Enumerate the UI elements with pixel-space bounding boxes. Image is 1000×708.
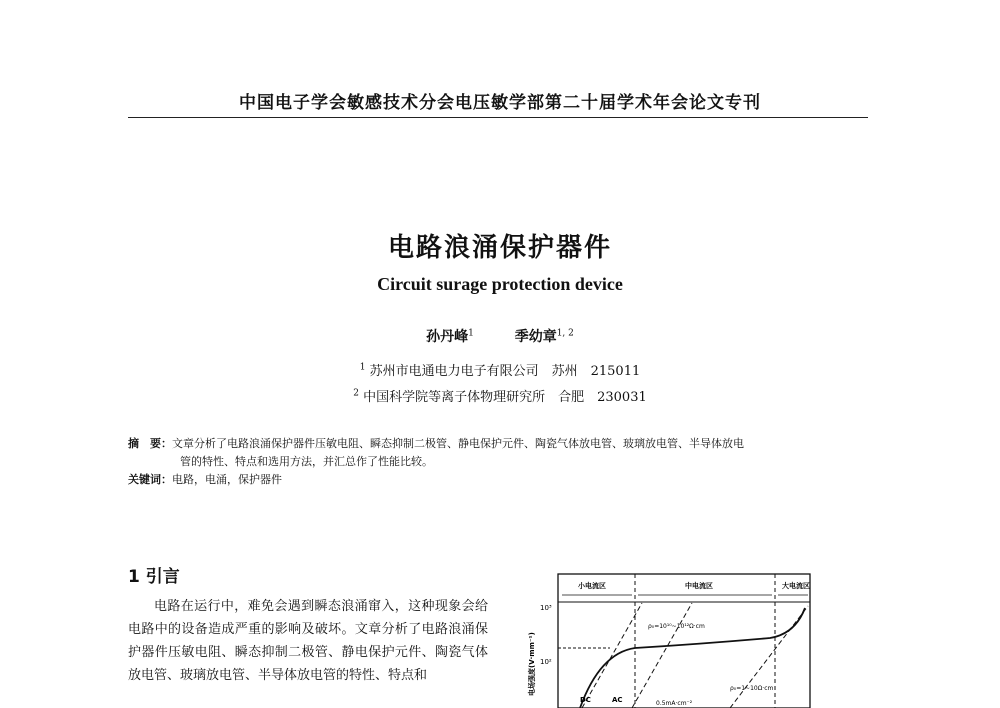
abstract-label: 摘 要： [128, 437, 172, 450]
keywords-line: 关键词：电路，电涌，保护器件 [128, 473, 282, 486]
author: 季幼章$^{1, 2}$ [514, 328, 574, 345]
body-paragraph: 电路在运行中，难免会遇到瞬态浪涌窜入，这种现象会给电路中的设备造成严重的影响及破坏。文章分析了电路浪涌保护器件压敏电阻、瞬态抑制二极管、静电保护元件、陶瓷气体放电管、玻璃放电管、半导体放电管的特性、特点和 [128, 599, 488, 683]
annotation: 0.5mA·cm⁻² [656, 700, 693, 707]
header-rule [128, 117, 868, 118]
figure-ylabel: 电场强度(V·mm⁻¹) [528, 632, 536, 696]
journal-header: 中国电子学会敏感技术分会电压敏学部第二十届学术年会论文专刊 [239, 93, 761, 113]
abstract-block [128, 435, 848, 489]
dashed-slope [730, 606, 808, 708]
paper-title-en: Circuit surage protection device [377, 274, 623, 294]
vi-characteristic-figure [520, 568, 820, 708]
section-heading: 1 引言 [128, 567, 180, 587]
dashed-slope [632, 603, 692, 708]
annotation: AC [612, 696, 623, 704]
dashed-slope [582, 603, 642, 708]
y-tick-label: 10² [540, 658, 552, 666]
region-label: 大电流区 [782, 582, 810, 590]
region-label: 小电流区 [578, 582, 606, 590]
annotation: ρ₀=10¹⁰~10¹²Ω·cm [648, 623, 705, 630]
paper-title-cn: 电路浪涌保护器件 [387, 233, 612, 263]
y-tick-label: 10³ [540, 604, 552, 612]
region-label: 中电流区 [685, 582, 713, 590]
abstract-line: 管的特性、特点和选用方法，并汇总作了性能比较。 [180, 455, 433, 468]
author-line [0, 326, 1000, 346]
annotation: DC [580, 696, 591, 704]
author: 孙丹峰$^1$ [426, 328, 474, 345]
annotation: ρ₀=1~10Ω·cm [730, 685, 774, 692]
affiliation: $^1$ 苏州市电通电力电子有限公司 苏州 215011 [359, 362, 641, 379]
affiliation: $^2$ 中国科学院等离子体物理研究所 合肥 230031 [353, 388, 647, 405]
abstract-line: 摘 要：文章分析了电路浪涌保护器件压敏电阻、瞬态抑制二极管、静电保护元件、陶瓷气体放电管、玻璃放电管、半导体放电 [128, 437, 744, 450]
keywords-label: 关键词： [128, 473, 172, 486]
